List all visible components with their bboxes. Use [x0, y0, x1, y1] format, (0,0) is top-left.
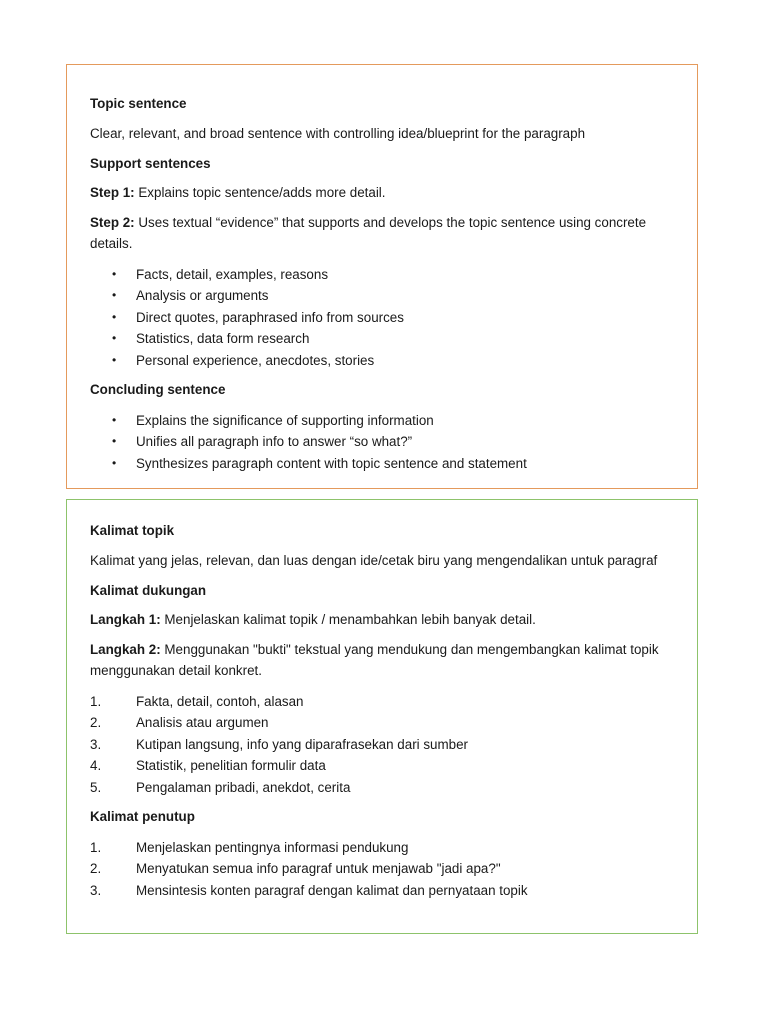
list-number: 2. [90, 715, 102, 731]
list-item-text: Analisis atau argumen [136, 715, 269, 731]
list-number: 5. [90, 779, 102, 795]
step-1 [90, 183, 675, 204]
kalimat-topik-heading: Kalimat topik [90, 523, 175, 538]
list-item [90, 712, 675, 734]
step-2-text: Uses textual “evidence” that supports and develops the topic sentence using concrete details. [90, 215, 647, 251]
list-item-text: Unifies all paragraph info to answer “so what?” [136, 434, 413, 450]
list-item [90, 837, 675, 859]
penutup-list [90, 837, 675, 902]
langkah-1 [90, 610, 675, 631]
langkah-2 [90, 640, 675, 682]
bullet-icon: • [112, 331, 117, 346]
indonesian-outline-box [66, 499, 698, 934]
bullet-icon: • [112, 266, 117, 281]
dukungan-list [90, 691, 675, 799]
support-sentences-heading: Support sentences [90, 155, 211, 171]
list-item [90, 858, 675, 880]
langkah-1-text: Menjelaskan kalimat topik / menambahkan lebih banyak detail. [160, 612, 536, 628]
bullet-icon: • [112, 455, 117, 470]
list-item-text: Explains the significance of supporting information [136, 412, 434, 428]
list-item-text: Personal experience, anecdotes, stories [136, 352, 375, 368]
list-item [90, 880, 675, 902]
bullet-icon: • [112, 288, 117, 303]
kalimat-dukungan-heading: Kalimat dukungan [90, 582, 207, 598]
list-item [90, 307, 675, 329]
step-1-text: Explains topic sentence/adds more detail. [134, 185, 386, 201]
step-2-label: Step 2: [90, 215, 135, 231]
langkah-1-label: Langkah 1: [90, 612, 161, 628]
list-item-text: Kutipan langsung, info yang diparafrasekan dari sumber [136, 736, 469, 752]
list-item [90, 755, 675, 777]
concluding-list [90, 410, 675, 475]
list-number: 3. [90, 882, 102, 898]
list-item-text: Mensintesis konten paragraf dengan kalimat dan pernyataan topik [136, 882, 528, 898]
kalimat-topik-text: Kalimat yang jelas, relevan, dan luas dengan ide/cetak biru yang mengendalikan untuk paragraf [90, 552, 658, 568]
support-list [90, 264, 675, 372]
list-item [90, 777, 675, 799]
bullet-icon: • [112, 412, 117, 427]
list-item-text: Statistik, penelitian formulir data [136, 758, 326, 774]
list-item-text: Statistics, data form research [136, 331, 310, 347]
list-item [90, 431, 675, 453]
bullet-icon: • [112, 352, 117, 367]
list-item [90, 691, 675, 713]
concluding-sentence-heading: Concluding sentence [90, 382, 226, 398]
list-number: 3. [90, 736, 102, 752]
list-item-text: Analysis or arguments [136, 288, 269, 304]
list-item-text: Menjelaskan pentingnya informasi pendukung [136, 839, 409, 855]
list-item [90, 453, 675, 475]
topic-sentence-heading: Topic sentence [90, 96, 187, 111]
list-number: 1. [90, 839, 102, 855]
list-item [90, 410, 675, 432]
kalimat-penutup-heading: Kalimat penutup [90, 809, 195, 825]
langkah-2-label: Langkah 2: [90, 642, 161, 658]
list-item-text: Synthesizes paragraph content with topic sentence and statement [136, 455, 527, 471]
list-number: 2. [90, 861, 102, 877]
list-number: 4. [90, 758, 102, 774]
list-item-text: Facts, detail, examples, reasons [136, 266, 329, 282]
list-item-text: Direct quotes, paraphrased info from sources [136, 309, 404, 325]
step-2 [90, 213, 675, 255]
step-1-label: Step 1: [90, 185, 135, 201]
english-outline-box [66, 64, 698, 489]
list-item [90, 264, 675, 286]
langkah-2-text: Menggunakan "bukti" tekstual yang mendukung dan mengembangkan kalimat topik menggunakan detail konkret. [90, 642, 659, 678]
list-item-text: Fakta, detail, contoh, alasan [136, 693, 304, 709]
list-item [90, 328, 675, 350]
list-item-text: Menyatukan semua info paragraf untuk menjawab "jadi apa?" [136, 861, 501, 877]
list-item [90, 350, 675, 372]
list-item [90, 734, 675, 756]
bullet-icon: • [112, 434, 117, 449]
bullet-icon: • [112, 309, 117, 324]
topic-sentence-text: Clear, relevant, and broad sentence with controlling idea/blueprint for the paragraph [90, 125, 586, 141]
list-number: 1. [90, 693, 102, 709]
list-item-text: Pengalaman pribadi, anekdot, cerita [136, 779, 351, 795]
list-item [90, 285, 675, 307]
